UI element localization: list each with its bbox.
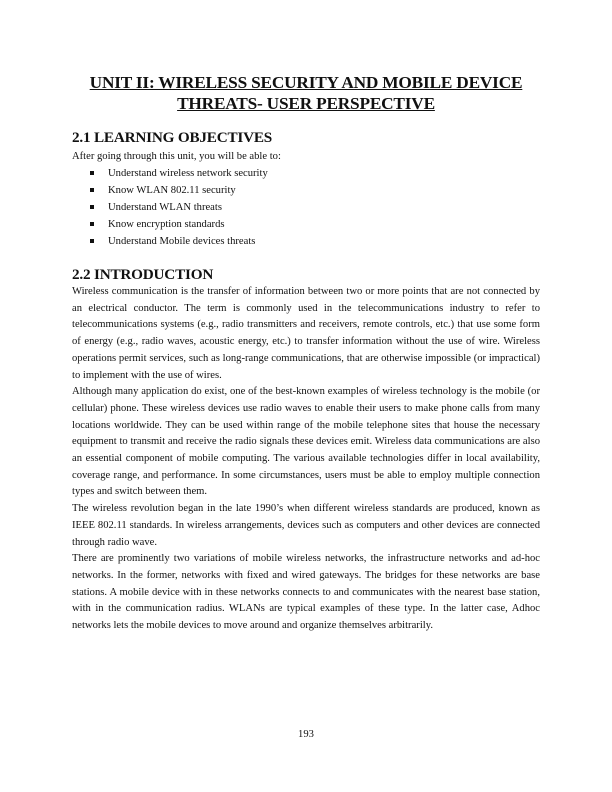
intro-paragraph-1: Wireless communication is the transfer of information between two or more points that are not connected by an electrical conductor. The term is commonly used in the telecommunications industry to refer to telecommunications systems (e.g., radio transmitters and receivers, remote controls, etc.) that use some form of energy (e.g., radio waves, acoustic energy, etc.) to transfer information without the use of wire. Wireless operations permit services, such as long-range communications, that are otherwise impossible (or impractical) to implement with the use of wires.	[72, 286, 540, 381]
objective-text: Understand wireless network security	[108, 168, 268, 179]
unit-title-line-2: THREATS- USER PERSPECTIVE	[177, 94, 435, 113]
intro-paragraph-4: There are prominently two variations of mobile wireless networks, the infrastructure networks and ad-hoc networks. In the former, networks with fixed and wired gateways. The bridges for these networks are base stations. A mobile device with in these networks connects to and communicates with the nearest base station, with in the communication radius. WLANs are typical examples of these type. In the latter case, Adhoc networks lets the mobile devices to move around and organize themselves arbitrarily.	[72, 553, 540, 632]
unit-title-line-1: UNIT II: WIRELESS SECURITY AND MOBILE DEVICE	[89, 73, 523, 92]
objective-item	[90, 216, 540, 233]
objective-text: Understand Mobile devices threats	[108, 236, 256, 247]
objective-item	[90, 233, 540, 250]
square-bullet-icon	[90, 239, 94, 243]
objective-text: Know WLAN 802.11 security	[108, 185, 236, 196]
page-number: 193	[298, 729, 314, 740]
objectives-list	[72, 165, 540, 250]
square-bullet-icon	[90, 222, 94, 226]
objective-item	[90, 182, 540, 199]
introduction-heading: 2.2 INTRODUCTION	[72, 266, 214, 283]
learning-objectives-heading: 2.1 LEARNING OBJECTIVES	[72, 129, 273, 146]
objectives-intro: After going through this unit, you will be able to:	[72, 151, 281, 162]
objective-text: Understand WLAN threats	[108, 202, 222, 213]
intro-paragraph-2: Although many application do exist, one of the best-known examples of wireless technology is the mobile (or cellular) phone. These wireless devices use radio waves to enable their users to make phone calls from many locations worldwide. They can be used within range of the mobile telephone sites that house the necessary equipment to transmit and receive the radio signals these devices emit. Wireless data communications are also an essential component of mobile computing. The various available technologies differ in local availability, coverage range, and performance. In some circumstances, users must be able to employ multiple connection types and switch between them.	[72, 386, 540, 498]
unit-title	[72, 72, 540, 114]
objective-item	[90, 199, 540, 216]
intro-paragraph-3: The wireless revolution began in the late 1990’s when different wireless standards are produced, known as IEEE 802.11 standards. In wireless arrangements, devices such as computers and other devices are connected through radio wave.	[72, 503, 540, 548]
square-bullet-icon	[90, 171, 94, 175]
square-bullet-icon	[90, 205, 94, 209]
square-bullet-icon	[90, 188, 94, 192]
objective-text: Know encryption standards	[108, 219, 225, 230]
objective-item	[90, 165, 540, 182]
